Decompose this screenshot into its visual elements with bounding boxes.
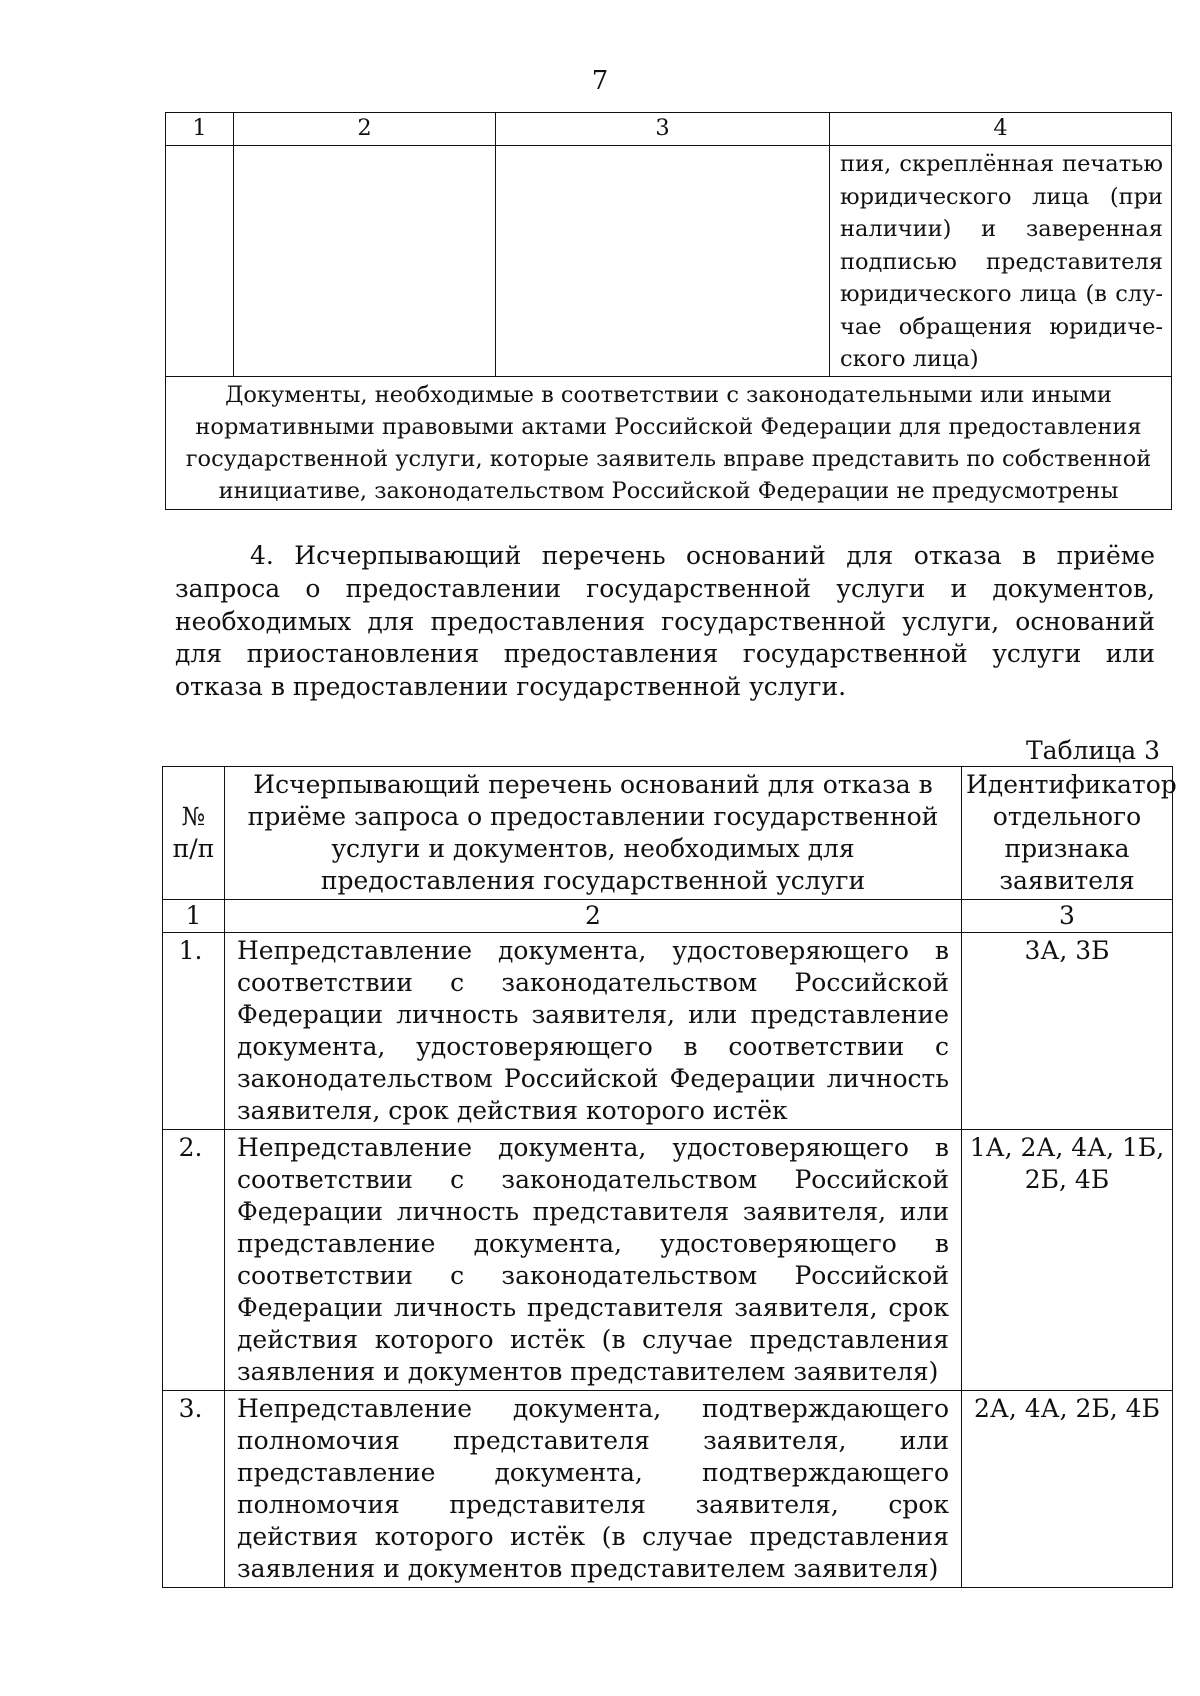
header-identifier: Идентификатор отдельного признака заявителя bbox=[962, 767, 1173, 900]
column-number-2: 2 bbox=[225, 900, 962, 933]
table-row bbox=[163, 933, 1173, 1130]
merged-note-cell: Документы, необходимые в соответствии с законодательными или иными нормативными правовыми актами Российской Федерации для предоставления государственной услуги, которые заявитель вправе представить по собственной инициативе, законодательством Российской Федерации не предусмотрены bbox=[166, 376, 1172, 509]
column-number-2: 2 bbox=[234, 113, 496, 146]
row-grounds-text: Непредставление документа, удостоверяющего в соответствии с законодательством Российской Федерации личность заявителя, или представление документа, удостоверяющего в соответствии с законодательством Российской Федерации личность заявителя, срок действия которого истёк bbox=[225, 933, 962, 1130]
page-number: 7 bbox=[591, 66, 609, 96]
table-row-merged bbox=[166, 376, 1172, 509]
cell-document-description: пия, скреплённая печатью юридического лица (при наличии) и заверенная подписью представителя юридического лица (в случае обращения юридического лица) bbox=[830, 146, 1172, 377]
row-number: 2. bbox=[163, 1130, 225, 1391]
table-header-row bbox=[163, 767, 1173, 900]
row-grounds-text: Непредставление документа, удостоверяющего в соответствии с законодательством Российской Федерации личность представителя заявителя, или представление документа, удостоверяющего в соответствии с законодательством Российской Федерации личность представителя заявителя, срок действия которого истёк (в случае представления заявления и документов представителем заявителя) bbox=[225, 1130, 962, 1391]
cell-empty-3 bbox=[496, 146, 830, 377]
header-number: № п/п bbox=[163, 767, 225, 900]
refusal-grounds-table bbox=[162, 766, 1177, 1588]
row-identifiers: 1А, 2А, 4А, 1Б, 2Б, 4Б bbox=[962, 1130, 1173, 1391]
continuation-table bbox=[165, 112, 1172, 510]
row-number: 1. bbox=[163, 933, 225, 1130]
column-number-4: 4 bbox=[830, 113, 1172, 146]
row-identifiers: 2А, 4А, 2Б, 4Б bbox=[962, 1391, 1173, 1588]
row-identifiers: 3А, 3Б bbox=[962, 933, 1173, 1130]
column-number-1: 1 bbox=[166, 113, 234, 146]
column-number-3: 3 bbox=[496, 113, 830, 146]
table-row bbox=[163, 1391, 1173, 1588]
column-number-1: 1 bbox=[163, 900, 225, 933]
cell-empty-2 bbox=[234, 146, 496, 377]
table-row bbox=[166, 146, 1172, 377]
table-row bbox=[163, 1130, 1173, 1391]
header-grounds: Исчерпывающий перечень оснований для отказа в приёме запроса о предоставлении государственной услуги и документов, необходимых для предоставления государственной услуги bbox=[225, 767, 962, 900]
column-number-3: 3 bbox=[962, 900, 1173, 933]
cell-empty-1 bbox=[166, 146, 234, 377]
table-header-row bbox=[166, 113, 1172, 146]
section-paragraph: 4. Исчерпывающий перечень оснований для отказа в приёме запроса о предоставлении государственной услуги и документов, необходимых для предоставления государственной услуги, оснований для приостановления предоставления государственной услуги или отказа в предоставлении государственной услуги. bbox=[175, 541, 1155, 702]
row-number: 3. bbox=[163, 1391, 225, 1588]
row-grounds-text: Непредставление документа, подтверждающего полномочия представителя заявителя, или представление документа, подтверждающего полномочия представителя заявителя, срок действия которого истёк (в случае представления заявления и документов представителем заявителя) bbox=[225, 1391, 962, 1588]
column-numbers-row bbox=[163, 900, 1173, 933]
table-caption: Таблица 3 bbox=[1025, 736, 1160, 765]
